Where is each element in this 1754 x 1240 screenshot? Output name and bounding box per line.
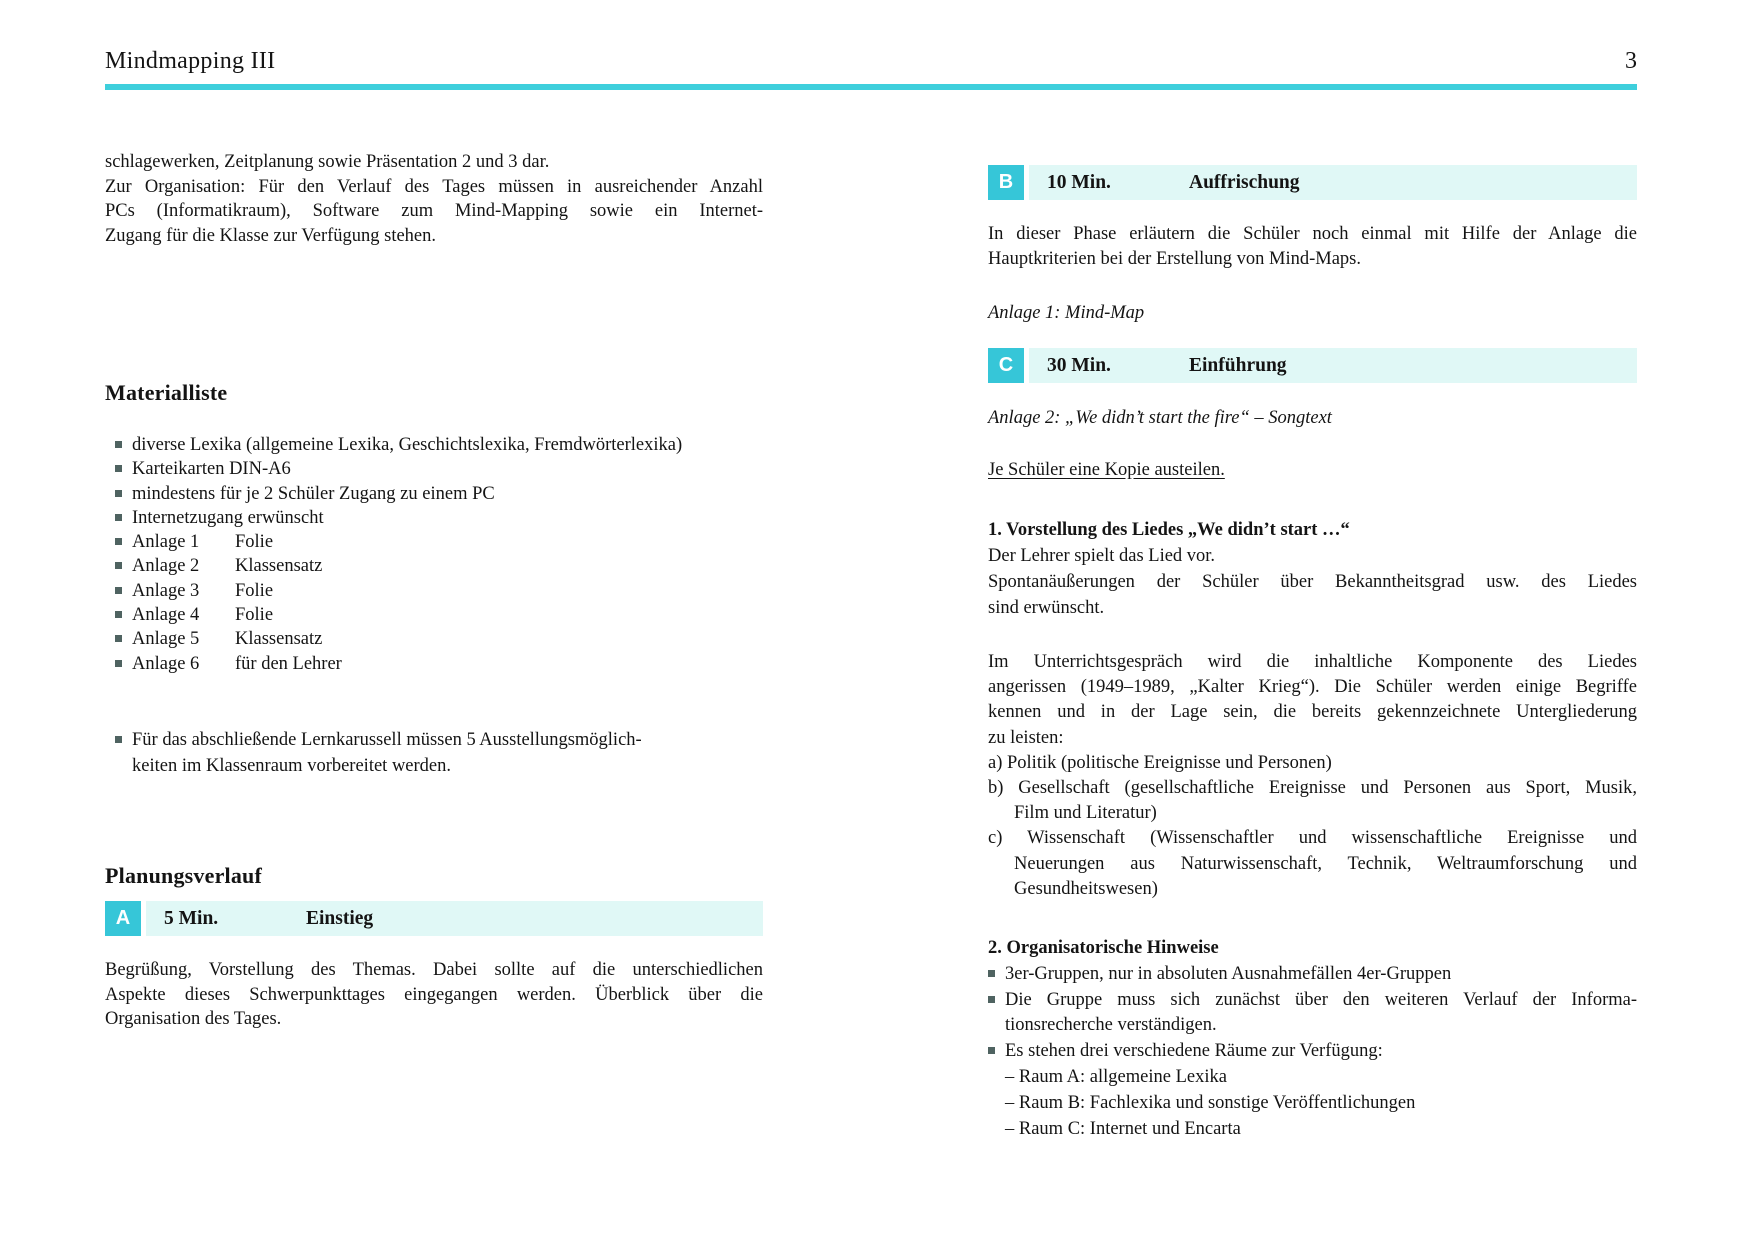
list-item-b-continuation: Film und Literatur) xyxy=(1014,803,1157,824)
paragraph-line: Organisation des Tages. xyxy=(105,1009,282,1029)
phase-letter-badge: C xyxy=(988,348,1024,383)
paragraph-line: kennen und in der Lage sein, die bereits gekennzeichnete Untergliederung xyxy=(988,702,1637,723)
phase-banner-bar xyxy=(1029,165,1637,200)
bullet-square-icon xyxy=(115,635,122,642)
item-value: für den Lehrer xyxy=(235,653,342,674)
list-item xyxy=(105,457,763,481)
bullet-square-icon xyxy=(115,538,122,545)
item-label: Anlage 1 xyxy=(132,532,200,553)
bullet-square-icon xyxy=(115,660,122,667)
paragraph-line: zu leisten: xyxy=(988,727,1064,748)
section-heading-materialliste: Materialliste xyxy=(105,380,228,405)
item-label: Anlage 2 xyxy=(132,556,200,577)
paragraph-line: Spontanäußerungen der Schüler über Bekanntheitsgrad usw. des Liedes xyxy=(988,572,1637,592)
page-title: Mindmapping III xyxy=(105,48,276,74)
item-value: Folie xyxy=(235,580,274,601)
paragraph-line: In dieser Phase erläutern die Schüler noch einmal mit Hilfe der Anlage die xyxy=(988,224,1637,244)
paragraph-line: PCs (Informatikraum), Software zum Mind-Mapping sowie ein Internet- xyxy=(105,201,763,221)
list-item-text: Internetzugang erwünscht xyxy=(132,507,324,528)
list-item xyxy=(988,1039,1637,1065)
bullet-square-icon xyxy=(115,736,122,743)
bullet-square-icon xyxy=(115,441,122,448)
paragraph-line: Zugang für die Klasse zur Verfügung stehen. xyxy=(105,225,437,246)
paragraph-line: Zur Organisation: Für den Verlauf des Tages müssen in ausreichender Anzahl xyxy=(105,176,763,197)
list-item-c-continuation: Neuerungen aus Naturwissenschaft, Technik, Weltraumforschung und xyxy=(1014,853,1637,874)
phase-title: Auffrischung xyxy=(1189,171,1300,193)
material-note xyxy=(105,727,763,779)
paragraph-line: Begrüßung, Vorstellung des Themas. Dabei sollte auf die unterschiedlichen xyxy=(105,960,763,980)
list-item-text: mindestens für je 2 Schüler Zugang zu einem PC xyxy=(132,483,495,504)
list-item xyxy=(105,433,763,457)
header-rule xyxy=(105,84,1637,90)
list-item-text: Für das abschließende Lernkarussell müssen 5 Ausstellungsmöglich- xyxy=(132,730,642,750)
list-item xyxy=(105,652,763,676)
section-heading-planungsverlauf: Planungsverlauf xyxy=(105,863,263,888)
list-item-text: diverse Lexika (allgemeine Lexika, Geschichtslexika, Fremdwörterlexika) xyxy=(132,435,683,455)
phase-a-paragraph xyxy=(105,958,763,1032)
list-item xyxy=(105,579,763,603)
step-heading: 1. Vorstellung des Liedes „We didn’t start …“ xyxy=(988,520,1350,540)
list-item xyxy=(988,962,1637,988)
room-item: – Raum C: Internet und Encarta xyxy=(1005,1118,1241,1139)
intro-paragraph xyxy=(105,150,763,248)
list-item-a: a) Politik (politische Ereignisse und Personen) xyxy=(988,752,1332,773)
paragraph-line: Hauptkriterien bei der Erstellung von Mind-Maps. xyxy=(988,249,1361,269)
list-item xyxy=(105,603,763,627)
bullet-square-icon xyxy=(115,490,122,497)
phase-letter-badge: A xyxy=(105,901,141,936)
list-item xyxy=(105,482,763,506)
step-1-section xyxy=(988,517,1637,621)
anlage-2-caption: Anlage 2: „We didn’t start the fire“ – Songtext xyxy=(988,408,1332,428)
list-item-b: b) Gesellschaft (gesellschaftliche Ereignisse und Personen aus Sport, Musik, xyxy=(988,778,1637,799)
item-value: Klassensatz xyxy=(235,556,323,577)
bullet-square-icon xyxy=(115,514,122,521)
phase-banner-bar xyxy=(146,901,763,936)
list-item-text: Karteikarten DIN-A6 xyxy=(132,459,291,480)
list-item xyxy=(105,727,763,753)
item-value: Klassensatz xyxy=(235,629,323,650)
page-number: 3 xyxy=(1625,48,1637,74)
phase-duration: 10 Min. xyxy=(1047,171,1111,193)
paragraph-line: Aspekte dieses Schwerpunkttages eingegangen werden. Überblick über die xyxy=(105,984,763,1005)
phase-banner-a xyxy=(105,901,763,936)
anlage-1-caption: Anlage 1: Mind-Map xyxy=(988,303,1145,323)
paragraph-line: Der Lehrer spielt das Lied vor. xyxy=(988,546,1216,566)
discussion-paragraph xyxy=(988,650,1637,902)
bullet-square-icon xyxy=(115,465,122,472)
bullet-square-icon xyxy=(988,996,995,1003)
paragraph-line: angerissen (1949–1989, „Kalter Krieg“). Die Schüler werden einige Begriffe xyxy=(988,677,1637,698)
room-item: – Raum B: Fachlexika und sonstige Veröffentlichungen xyxy=(1005,1092,1416,1113)
paragraph-line: Im Unterrichtsgespräch wird die inhaltliche Komponente des Liedes xyxy=(988,652,1637,672)
list-item-c: c) Wissenschaft (Wissenschaftler und wissenschaftliche Ereignisse und xyxy=(988,828,1637,849)
list-item-text: Es stehen drei verschiedene Räume zur Verfügung: xyxy=(1005,1041,1383,1062)
list-item xyxy=(988,988,1637,1014)
phase-duration: 30 Min. xyxy=(1047,354,1111,376)
bullet-square-icon xyxy=(988,1047,995,1054)
list-item xyxy=(105,627,763,651)
phase-b-paragraph xyxy=(988,222,1637,272)
phase-title: Einstieg xyxy=(306,907,374,929)
phase-banner-c xyxy=(988,348,1637,383)
list-item-text: 3er-Gruppen, nur in absoluten Ausnahmefällen 4er-Gruppen xyxy=(1005,963,1452,984)
bullet-square-icon xyxy=(115,611,122,618)
step-heading: 2. Organisatorische Hinweise xyxy=(988,938,1219,958)
room-item: – Raum A: allgemeine Lexika xyxy=(1005,1066,1227,1087)
step-2-section xyxy=(988,936,1637,1142)
phase-title: Einführung xyxy=(1189,354,1287,376)
list-item xyxy=(105,506,763,530)
material-list xyxy=(105,433,763,676)
bullet-square-icon xyxy=(115,562,122,569)
phase-banner-b xyxy=(988,165,1637,200)
item-value: Folie xyxy=(235,532,274,553)
bullet-square-icon xyxy=(115,587,122,594)
item-label: Anlage 6 xyxy=(132,653,200,674)
paragraph-line: sind erwünscht. xyxy=(988,598,1105,618)
bullet-square-icon xyxy=(988,970,995,977)
list-item-continuation: keiten im Klassenraum vorbereitet werden. xyxy=(132,756,452,776)
list-item-continuation: tionsrecherche verständigen. xyxy=(1005,1015,1217,1036)
list-item xyxy=(105,530,763,554)
list-item-text: Die Gruppe muss sich zunächst über den weiteren Verlauf der Informa- xyxy=(1005,989,1637,1010)
phase-letter-badge: B xyxy=(988,165,1024,200)
item-label: Anlage 5 xyxy=(132,629,200,650)
phase-banner-bar xyxy=(1029,348,1637,383)
paragraph-line: schlagewerken, Zeitplanung sowie Präsentation 2 und 3 dar. xyxy=(105,152,550,172)
item-label: Anlage 3 xyxy=(132,580,200,601)
handout-instruction: Je Schüler eine Kopie austeilen. xyxy=(988,460,1225,480)
item-value: Folie xyxy=(235,605,274,626)
item-label: Anlage 4 xyxy=(132,605,200,626)
phase-duration: 5 Min. xyxy=(164,907,219,929)
list-item-c-continuation: Gesundheitswesen) xyxy=(1014,878,1158,899)
list-item xyxy=(105,554,763,578)
